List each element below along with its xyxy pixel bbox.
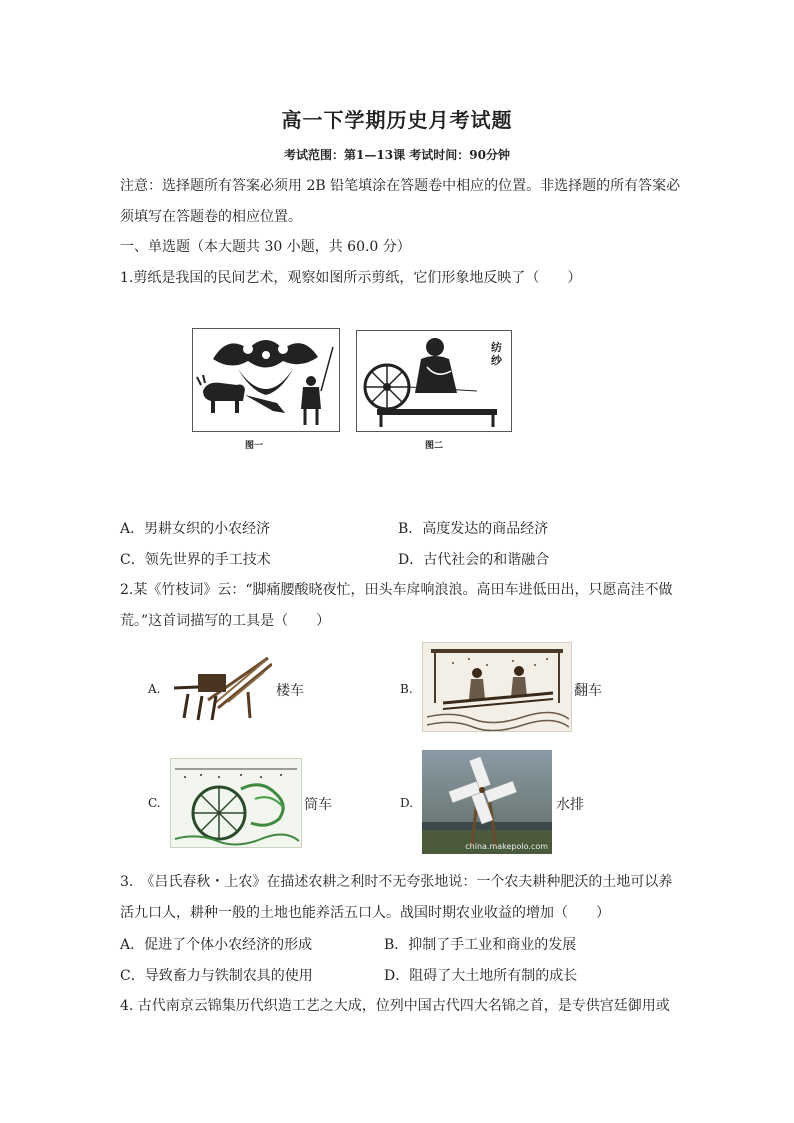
question-3-option-c[interactable]: C．导致畜力与铁制农具的使用	[120, 968, 313, 984]
figure-2-inscription: 纺纱	[491, 341, 502, 367]
farming-ox-papercut-icon	[193, 329, 339, 431]
paper-cut-figure-1	[192, 328, 340, 432]
question-2-option-b-letter[interactable]: B.	[400, 682, 413, 696]
question-1-option-a[interactable]: A．男耕女织的小农经济	[120, 521, 271, 537]
question-2-stem-line-1: 2.某《竹枝词》云：“脚痛腰酸晓夜忙，田头车戽响浪浪。高田车进低田出，只愿高洼不做	[120, 582, 673, 598]
question-1-stem: 1.剪纸是我国的民间艺术，观察如图所示剪纸，它们形象地反映了（ ）	[120, 270, 582, 286]
option-c-image[interactable]	[170, 758, 302, 848]
seed-drill-icon	[168, 652, 272, 722]
option-b-image[interactable]	[422, 642, 572, 732]
option-d-image[interactable]	[422, 750, 552, 854]
question-1-option-d[interactable]: D．古代社会的和谐融合	[398, 552, 550, 568]
question-3-option-d[interactable]: D．阻碍了大土地所有制的成长	[384, 968, 578, 984]
question-3-stem-line-1: 3. 《吕氏春秋・上农》在描述农耕之利时不无夸张地说：一个农夫耕种肥沃的土地可以养	[120, 874, 673, 890]
option-a-image[interactable]	[168, 652, 272, 722]
question-4-stem-line-1: 4. 古代南京云锦集历代织造工艺之大成，位列中国古代四大名锦之首，是专供宫廷御用或	[120, 998, 670, 1014]
question-1-option-c[interactable]: C．领先世界的手工技术	[120, 552, 271, 568]
figure-1-caption: 图一	[245, 441, 264, 451]
noria-water-wheel-icon	[171, 759, 301, 847]
section-heading: 一、单选题（本大题共 30 小题，共 60.0 分）	[120, 239, 411, 255]
question-3-stem-line-2: 活九口人，耕种一般的土地也能养活五口人。战国时期农业收益的增加（ ）	[120, 905, 610, 921]
paper-cut-figure-2	[356, 330, 512, 432]
question-1-option-b[interactable]: B．高度发达的商品经济	[398, 521, 549, 537]
question-2-option-d-label: 水排	[556, 797, 584, 813]
question-3-option-b[interactable]: B．抑制了手工业和商业的发展	[384, 937, 577, 953]
question-2-option-c-letter[interactable]: C.	[148, 796, 161, 810]
question-2-option-c-label: 筒车	[304, 797, 332, 813]
question-2-option-a-label: 楼车	[276, 683, 304, 699]
notice-line-1: 注意：选择题所有答案必须用 2B 铅笔填涂在答题卷中相应的位置。非选择题的所有答案必	[120, 178, 681, 194]
notice-line-2: 须填写在答题卷的相应位置。	[120, 209, 302, 225]
dragon-backbone-waterwheel-icon	[423, 643, 571, 731]
spinning-wheel-papercut-icon	[357, 331, 511, 431]
question-2-option-d-letter[interactable]: D.	[400, 796, 414, 810]
question-2-option-b-label: 翻车	[574, 683, 602, 699]
windmill-pump-icon	[422, 750, 552, 854]
question-2-option-a-letter[interactable]: A.	[148, 682, 161, 696]
exam-info: 考试范围：第1—13课 考试时间：90分钟	[284, 148, 510, 162]
page-title: 高一下学期历史月考试题	[281, 108, 513, 132]
question-3-option-a[interactable]: A．促进了个体小农经济的形成	[120, 937, 313, 953]
question-2-stem-line-2: 荒。”这首词描写的工具是（ ）	[120, 613, 331, 629]
image-watermark: china.makepolo.com	[465, 842, 548, 851]
figure-2-caption: 图二	[425, 441, 444, 451]
